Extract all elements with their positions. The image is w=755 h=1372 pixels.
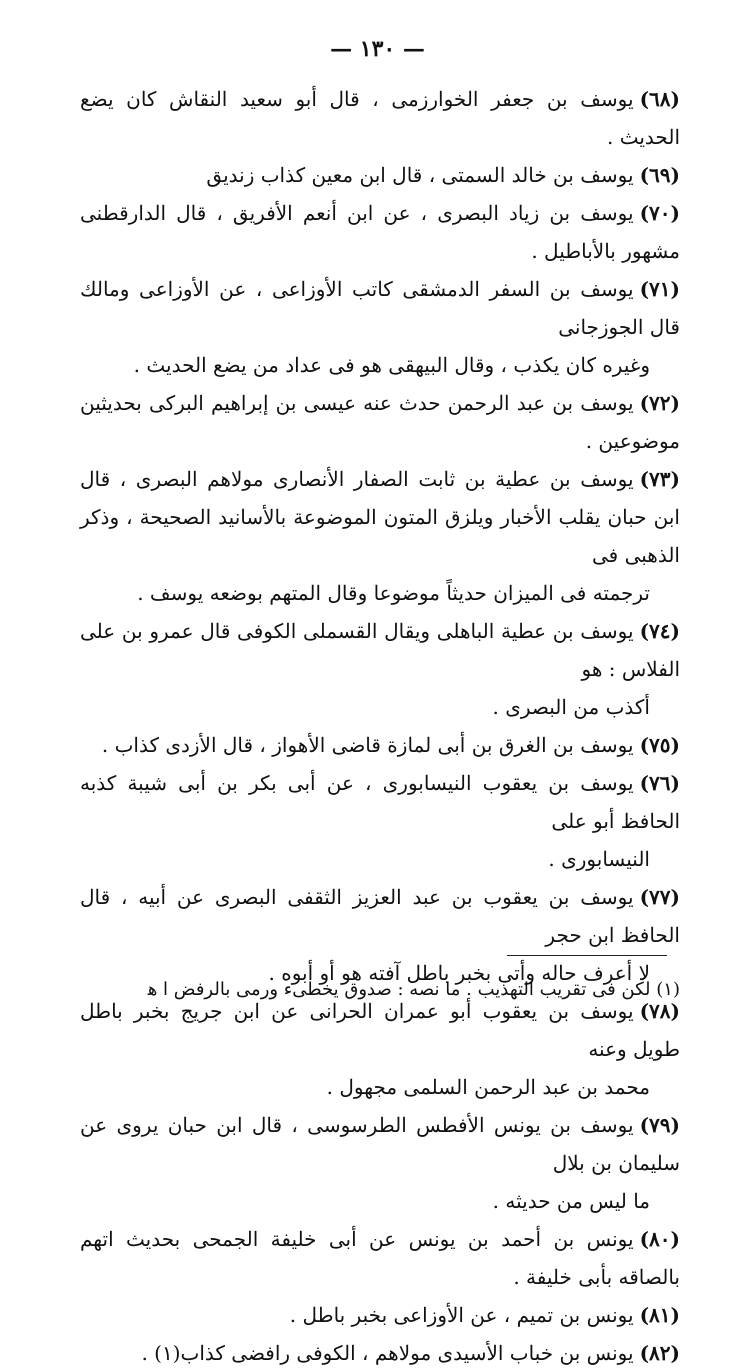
entry-number: (٨٠) [639,1227,680,1251]
entry-number: (٧٧) [639,885,680,909]
entry-number: (٧٠) [639,201,680,225]
entry-continuation: ما ليس من حديثه . [492,1189,650,1213]
entry [80,764,680,878]
entry-number: (٧٦) [639,771,680,795]
entry-continuation: ترجمته فى الميزان حديثاً موضوعا وقال المتهم بوضعه يوسف . [137,581,650,605]
entry-text: يونس بن أحمد بن يونس عن أبى خليفة الجمحى بحديث اتهم بالصاقه بأبى خليفة . [80,1227,680,1289]
entry [80,270,680,384]
entry-number: (٦٨) [639,87,680,111]
entry [80,612,680,726]
entry-text: يوسف بن يونس الأفطس الطرسوسى ، قال ابن حبان يروى عن سليمان بن بلال [80,1113,680,1175]
entry-text: يوسف بن يعقوب النيسابورى ، عن أبى بكر بن أبى شيبة كذبه الحافظ أبو على [80,771,680,833]
entry-text: يوسف بن جعفر الخوارزمى ، قال أبو سعيد النقاش كان يضع الحديث . [80,87,680,149]
entry [80,156,680,194]
entry-text: يوسف بن عبد الرحمن حدث عنه عيسى بن إبراهيم البركى بحديثين موضوعين . [80,391,680,453]
entry-number: (٧٨) [639,999,680,1023]
entry-continuation: لا أعرف حاله وأتى بخبر باطل آفته هو أو أبوه . [268,961,650,985]
entry-text: يوسف بن يعقوب أبو عمران الحرانى عن ابن جريج بخبر باطل طويل وعنه [80,999,680,1061]
entry-number: (٧٤) [639,619,680,643]
entry-text: يوسف بن الغرق بن أبى لمازة قاضى الأهواز ، قال الأزدى كذاب . [101,733,634,757]
entry-text: يوسف بن زياد البصرى ، عن ابن أنعم الأفريق ، قال الدارقطنى مشهور بالأباطيل . [80,201,680,263]
entry-continuation: محمد بن عبد الرحمن السلمى مجهول . [326,1075,650,1099]
entry [80,1220,680,1296]
entry-text: يونس بن خباب الأسيدى مولاهم ، الكوفى رافضى كذاب(١) . [141,1341,634,1365]
entry [80,80,680,156]
entry [80,194,680,270]
entry-number: (٨١) [639,1303,680,1327]
entry-continuation: النيسابورى . [548,847,650,871]
entry-text: يوسف بن خالد السمتى ، قال ابن معين كذاب زنديق [206,163,634,187]
footnote: (١) لكن فى تقريب التهذيب . ما نصه : صدوق يخطىء ورمى بالرفض ا ﻫ [147,979,680,1000]
entry-text: يوسف بن عطية بن ثابت الصفار الأنصارى مولاهم البصرى ، قال ابن حبان يقلب الأخبار ويلزق المتون الموضوعة بالأسانيد الصحيحة ، وذكر الذهبى فى [80,467,680,567]
entry-number: (٧٣) [639,467,680,491]
entry [80,384,680,460]
entry-number: (٦٩) [639,163,680,187]
entry [80,460,680,612]
entry [80,1106,680,1220]
page-number: — ١٣٠ — [330,36,425,62]
entry-number: (٧٩) [639,1113,680,1137]
entry-text: يوسف بن عطية الباهلى ويقال القسملى الكوفى قال عمرو بن على الفلاس : هو [80,619,680,681]
entry-list [80,80,680,1372]
entry-text: يوسف بن السفر الدمشقى كاتب الأوزاعى ، عن الأوزاعى ومالك قال الجوزجانى [80,277,680,339]
entry-text: يوسف بن يعقوب بن عبد العزيز الثقفى البصرى عن أبيه ، قال الحافظ ابن حجر [80,885,680,947]
entry [80,726,680,764]
entry [80,1334,680,1372]
entry-number: (٨٢) [639,1341,680,1365]
entry-continuation: أكذب من البصرى . [492,695,650,719]
entry-number: (٧٥) [639,733,680,757]
footnote-divider [507,955,667,956]
entry-text: يونس بن تميم ، عن الأوزاعى بخبر باطل . [289,1303,634,1327]
entry [80,992,680,1106]
entry-number: (٧١) [639,277,680,301]
entry-number: (٧٢) [639,391,680,415]
entry [80,1296,680,1334]
entry-continuation: وغيره كان يكذب ، وقال البيهقى هو فى عداد من يضع الحديث . [133,353,650,377]
